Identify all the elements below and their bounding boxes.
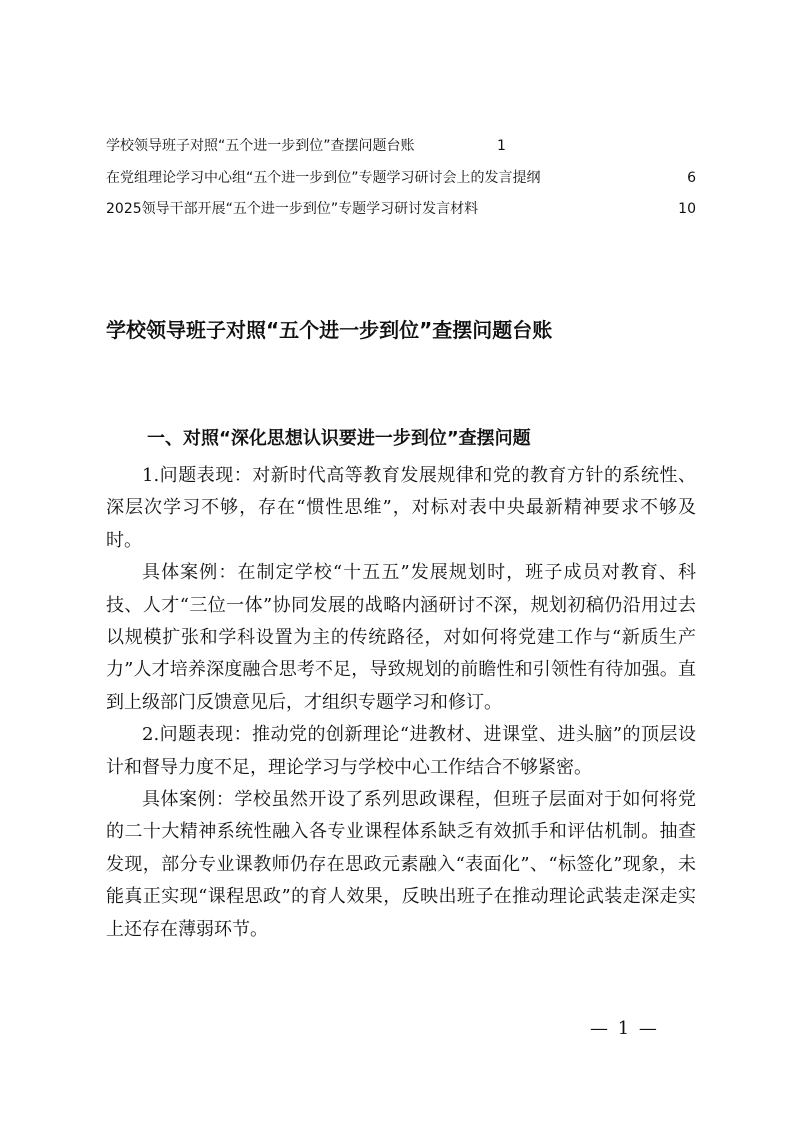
toc-entry-title: 2025领导干部开展“五个进一步到位”专题学习研讨发言材料 (106, 201, 479, 217)
toc-entry[interactable] (106, 201, 696, 218)
toc-entry-title: 学校领导班子对照“五个进一步到位”查摆问题台账 (106, 138, 415, 154)
page-number: — 1 — (590, 1018, 659, 1039)
toc-entry-page: 10 (678, 201, 696, 217)
section-heading: 一、对照“深化思想认识要进一步到位”查摆问题 (147, 428, 531, 449)
body-paragraph: 1.问题表现：对新时代高等教育发展规律和党的教育方针的系统性、深层次学习不够，存在“惯性思维”，对标对表中央最新精神要求不够及时。 (106, 465, 696, 551)
document-title: 学校领导班子对照“五个进一步到位”查摆问题台账 (106, 318, 553, 342)
toc-entry[interactable] (106, 138, 696, 155)
toc-entry[interactable] (106, 170, 696, 187)
toc-entry-page: 6 (687, 169, 696, 186)
body-paragraph: 具体案例：在制定学校“十五五”发展规划时，班子成员对教育、科技、人才“三位一体”协同发展的战略内涵研讨不深，规划初稿仍沿用过去以规模扩张和学科设置为主的传统路径，对如何将党建工作与“新质生产力”人才培养深度融合思考不足，导致规划的前瞻性和引领性有待加强。直到上级部门反馈意见后，才组织专题学习和修订。 (106, 562, 696, 713)
document-body (106, 460, 696, 946)
table-of-contents (106, 138, 696, 233)
toc-entry-title: 在党组理论学习中心组“五个进一步到位”专题学习研讨会上的发言提纲 (106, 169, 541, 186)
body-paragraph: 具体案例：学校虽然开设了系列思政课程，但班子层面对于如何将党的二十大精神系统性融入各专业课程体系缺乏有效抓手和评估机制。抽查发现，部分专业课教师仍存在思政元素融入“表面化”、“标签化”现象，未能真正实现“课程思政”的育人效果，反映出班子在推动理论武装走深走实上还存在薄弱环节。 (106, 789, 696, 940)
body-paragraph: 2.问题表现：推动党的创新理论“进教材、进课堂、进头脑”的顶层设计和督导力度不足，理论学习与学校中心工作结合不够紧密。 (106, 724, 696, 778)
toc-entry-page: 1 (497, 138, 506, 154)
